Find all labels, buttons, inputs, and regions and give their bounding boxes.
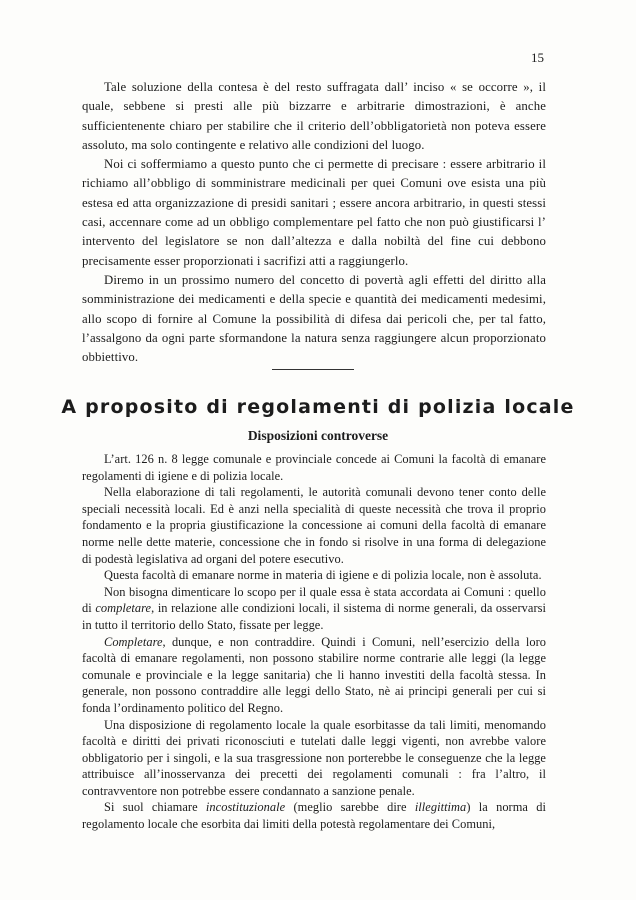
previous-article-conclusion xyxy=(82,78,546,367)
paragraph xyxy=(82,799,546,832)
paragraph: L’art. 126 n. 8 legge comunale e provinciale concede ai Comuni la facoltà di emanare regolamenti di igiene e di polizia locale. xyxy=(82,452,546,483)
paragraph: Diremo in un prossimo numero del concetto di povertà agli effetti del diritto alla somministrazione dei medicamenti e della specie e quantità dei medicamenti medesimi, allo scopo di fornire al Comune la possibilità di difesa dai pericoli che, per tal fatto, l’assalgono da ogni parte sformandone la natura senza raggiungere alcun proporzionato obbiettivo. xyxy=(82,272,546,365)
paragraph: Nella elaborazione di tali regolamenti, le autorità comunali devono tener conto delle speciali necessità locali. Ed è anzi nella specialità di queste necessità che trova il proprio fondamento e la propria giustificazione la concessione ai comuni della facoltà di emanare norme nelle dette materie, concessione che in fondo si risolve in una forma di delegazione di podestà legislativa ad organi del potere esecutivo. xyxy=(82,485,546,566)
article-subtitle: Disposizioni controverse xyxy=(247,428,389,443)
text-run: , dunque, e non contraddire. Quindi i Comuni, nell’esercizio della loro facoltà di emanare regolamenti, non possono stabilire norme contrarie alle leggi (la legge comunale e provinciale e la legge sanitaria) che li hanno investiti della facoltà stessa. In generale, non possono contraddire alle leggi dello Stato, nè ai principi generali per cui si fonda l’ordinamento politico del Regno. xyxy=(82,634,546,715)
paragraph: Tale soluzione della contesa è del resto suffragata dall’ inciso « se occorre », il quale, sebbene si presti alle più bizzarre e arbitrarie dimostrazioni, è anche sufficientenente chiaro per stabilire che il criterio dell’obbligatorietà non poteva essere assoluto, ma solo contingente e relativo alle condizioni del luogo. xyxy=(82,80,546,152)
page-number: 15 xyxy=(531,50,544,65)
article-body xyxy=(82,451,546,833)
text-run: ) la norma di regolamento locale che esorbita dai limiti della potestà regolamentare dei Comuni, xyxy=(82,800,546,832)
section-divider xyxy=(272,369,354,370)
paragraph: Noi ci soffermiamo a questo punto che ci permette di precisare : essere arbitrario il richiamo all’obbligo di somministrare medicinali per quei Comuni ove esista una più estesa ed atta organizzazione di presidi sanitari ; essere ancora arbitrario, in questi stessi casi, accennare come ad un obbligo complementare pel fatto che non può giustificarsi l’ intervento del legislatore se non dall’altezza e dalla nobiltà del fine cui debbono precisamente esser proporzionati i sacrifizi atti a raggiungerlo. xyxy=(82,157,546,268)
text-run: Si suol chiamare xyxy=(104,800,206,815)
paragraph: Una disposizione di regolamento locale la quale esorbitasse da tali limiti, menomando facoltà e diritti dei privati riconosciuti e tutelati dalle leggi vigenti, non avrebbe valore obbligatorio per i singoli, e la sua trasgressione non porterebbe le conseguenze che la legge attribuisce all’inosservanza dei precetti dei regolamenti comunali : fra l’altro, il contravventore non potrebbe essere condannato a sanzione penale. xyxy=(82,717,546,798)
paragraph xyxy=(82,584,546,634)
text-run: (meglio sarebbe dire xyxy=(285,800,415,815)
emphasis: completare xyxy=(95,601,152,616)
paragraph xyxy=(82,634,546,717)
text-run: , in relazione alle condizioni locali, il sistema di norme generali, da osservarsi in tutto il territorio dello Stato, fissate per legge. xyxy=(82,601,546,632)
text-run: Non bisogna dimenticare lo scopo per il quale essa è stata accordata ai Comuni : quello di xyxy=(82,584,546,616)
emphasis: Completare xyxy=(104,634,163,649)
article-title: A proposito di regolamenti di polizia locale xyxy=(61,396,575,418)
emphasis: illegittima xyxy=(414,800,467,815)
paragraph: Questa facoltà di emanare norme in materia di igiene e di polizia locale, non è assoluta. xyxy=(104,568,542,583)
emphasis: incostituzionale xyxy=(205,800,286,815)
